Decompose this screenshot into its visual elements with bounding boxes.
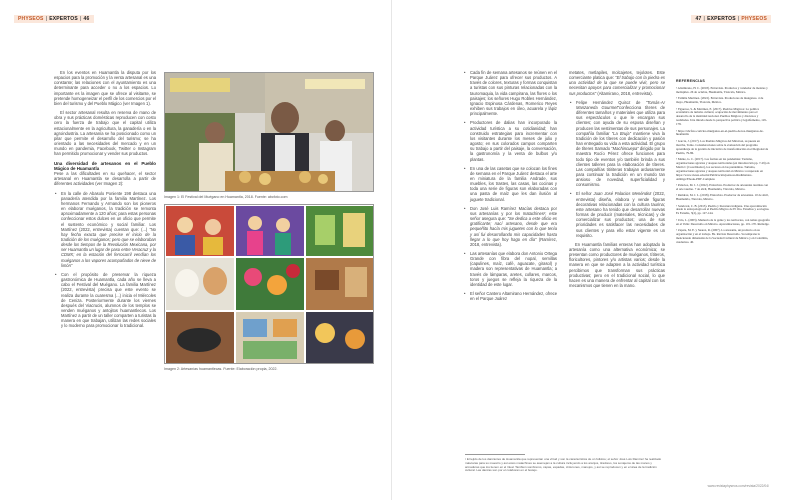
left-text-column — [54, 70, 156, 333]
footnote-divider — [465, 454, 525, 455]
header-brand: PHYSEOS — [741, 16, 767, 22]
header-section: EXPERTOS — [49, 16, 78, 22]
left-header — [14, 14, 94, 24]
image-2-caption: Imagen 2: Artesanías huamantlecas. Fuente: Elaboración propia, 2022. — [164, 367, 278, 371]
references — [676, 80, 770, 247]
header-page-number: 46 — [83, 16, 90, 22]
bullet-list — [54, 191, 156, 329]
reference-item: • Ramírez, M. J. L. (2018). Entrevista. Productor de artesanías. 10 de abril, Huamantla, Tlaxcala, México. — [676, 193, 769, 202]
list-item: • Con el propósito de preservar la riqueza gastronómica de Huamantla, cada año se lleva a cabo el Festival del Muégano. La familia Martínez (2022, entrevista) precisa que este evento se realiza durante la cuaresma (...) inicia el Miércoles de Ceniza. Posteriormente durante los viernes después del Viacrucis, alumnos de los templos se venden muéganos y antojitos huamantlecos. Los Martínez a partir de un taller comparten a turistas la manera en que trabajan, utilizan las redes sociales y lo moderno para promocionar lo tradicional. — [54, 272, 156, 329]
references-list — [676, 87, 770, 245]
list-item: • En una de las casetas que se colocan los fines de semana en el Parque Juárez destaca el arte en miniatura de la familia Andrade, sus muebles, los trastes, las casas, las cocinas y toda una serie de figuras son elaboradas con una pasta de maíz que les dan ilusión al juguete tradicional. — [463, 166, 557, 202]
header-separator: | — [703, 16, 706, 22]
page-url[interactable]: www.revistaphyseos.com/revista/2022/04/ — [707, 484, 769, 488]
header-section: EXPERTOS — [707, 16, 736, 22]
reference-item: • García, J. (2017). Los Pueblos Mágicos del Méxicon, su puesta en marcha, Tomo. Consideraciones sobre la evaluación del programa aprendizaje de la gestión de iniciativa de transformación en el Regional de Puebla, 79-86. — [676, 138, 769, 155]
crafts-collage-illustration — [165, 205, 374, 364]
right-text-column-1 — [463, 70, 557, 305]
header-separator: | — [79, 16, 82, 22]
list-item: • Don José Luis Ramírez Macías destaca por sus artesanías y por los matachines¹; este señor asegura que: “Se dedica a este oficio es gratificante; nací artesano, desde que era pequeñito hacía mis juguetes con lo que tenía y así fui desarrollando mis capacidades hasta llegar a lo que hoy hago en día” (Ramírez, 2018, entrevista). — [463, 206, 557, 247]
right-page — [393, 0, 785, 500]
festival-photo-illustration — [165, 73, 374, 192]
paragraph: En Huamantla familias enteras han adoptado la artesanía como una alternativa económica; se presentan como productores de muéganos, títiteros, floricultores, pintores y/o artistas varios; desde la manera en que se adapten a la actividad turística percibimos que transforman sus prácticas productivas; pero en el tradicional social, lo que hacen es una manera de enfrentar al capital con los mecanismos que tienen en la mano. — [569, 241, 665, 289]
paragraph: En los eventos en Huamantla la disputa por los espacios para la promoción y la venta artesanal es una constante; las relaciones con el ayuntamiento es una determinante para acceder o no a los espacios. Lo importante es la imagen que se ofrece al visitante, se pretende homogeneizar el perfil de los comercios por el bien del turismo y del Pueblo Mágico (ver Imagen 1). — [54, 70, 156, 106]
reference-item: • Palacios, M. J. J. (2022). Entrevista. Productor de artesanías taurinas con el arte taurino. 7 de abril, Huamantla, Tlaxcala, México. — [676, 182, 769, 191]
reference-item: • Altamirano, H. C. (2018). Entrevista. Productos y vendedor de metates y metlapiles. 26 de octubre, Huamantla, Tlaxcala, México. — [676, 85, 768, 94]
section-title: Una diversidad de artesanos en el Pueblo Mágico de Huamantla — [54, 160, 156, 171]
header-brand: PHYSEOS — [18, 16, 44, 22]
footnote: ¹ El tejido de los danzantes de Huamantla que representan una virtud y son la característica de un folklore; el señor José Luis Ramírez ha realizado máscaras para su maestro y así estos matachines se asemejan a la cultura incluyendo a los aranjos, tiradores, los sonajeros de las manos y armaduras que los tienen en el ritual. También sombreros, capas, espadas, cinturones, manojos, y así se reproducen y en el área de la tradición cultural. Las danzas son por el colaboran en el festejo. — [465, 457, 662, 473]
reference-item: • https://abcfoto.com/los-muéganos-en-el-pueblo-de-los-muéganos-de-huamantla — [676, 128, 764, 137]
header-separator: | — [45, 16, 48, 22]
right-text-column-2 — [569, 70, 665, 292]
list-item: • En la calle de Abasolo Poniente 198 destaca una panadería atendida por la familia Martínez. Los hermanos Fernando y Armando son los pioneros en elaborar muéganos, la tradición se remonta aproximadamente a 120 años; para estas personas confeccionar estos dulces en un oficio que permite el sustento económico y social familiar. Los Martínez (2022, entrevista) cuentan que: (...) “No hay fecha exacta que precise el inicio de la tradición de los muéganos; pero que se elaboraban desde los tiempos de la Revolución Mexicana, por ser Huamantla un lugar de paso entre Veracruz y la CDMX; en la estación del ferrocarril vendían los muéganos a los vapores acompañados de nieve de limón” — [54, 191, 156, 268]
list-item: • Productores de dalias han incorporado la actividad turística a su cotidianidad; han construido estrategias para incrementar con los visitantes durante los meses de julio y agosto; en sus colorados campos comparten su trabajo a partir del paisaje, la conversación, la gastronomía y la venta de bulbos y/o plantas. — [463, 120, 557, 161]
paragraph: El sector artesanal resulta en reserva de mano de obra y sus prácticas domésticas reproducen con costo cero la fuerza de trabajo que el capital utiliza estacionalmente en la agricultura, la ganadería o en la agroindustria. La artesanía se ha posicionado como un pilar que permite el desarrollo del turismo; se ha orientado a las necesidades del mercado y en un mundo en pandemia, Facebook, Twitter o Instagram han permitido promocionar y vender sus productos. — [54, 110, 156, 157]
reference-item: • Familia Martínez. (2022). Entrevista. Productores de muéganos. 4 de mayo, Huamantla, Tlaxcala, México. — [676, 96, 764, 105]
header-page-number: 47 — [695, 16, 702, 22]
bullet-list — [569, 100, 665, 238]
festival-photo — [164, 72, 374, 192]
right-header — [691, 14, 771, 24]
reference-item: • Zapata, M. E. y Suarez, R. (2007). La artesanía, un producto en su organización y en el trabajo. Bs. Revista Desarrollo. Su temprana la mencionado dimensión de la Sociedad Cultural de México y en Colombia, cuadernos. 40. — [676, 228, 769, 244]
crafts-collage — [164, 204, 374, 364]
reference-item: • Mante, G. C. (2017). Las formas en las pandemias: Turismo, organizaciones agrarias y ataques territoriales (en introducción pp. 7-29) en Marín C (Coordinador), los sectores en las pandemias. Turismo, organizaciones agrarias y ataques territorial en México: recuperado en https://www.ciesas.edu.mx/Publicación/pensosa-Rudimentos-Ambigo/Ebook-PDF-Completo — [676, 157, 770, 181]
list-item: • El señor Cantero Altamirano Hernández, ofrece en el Parque Juárez — [463, 291, 557, 301]
list-item: • Felipe Hernández Quiroz de “Tomás-Ar Manzaneda Gourmet”confecciona títeres de diferentes tamaños y materiales que utiliza para sus espectáculos o que le encargan sus clientes; con ayuda de su esposa diseñan y producen las vestimentas de sus personajes. La compañía familiar “La Bruja” mantiene viva la tradición de los títeres con dedicación y pasión han entregado su vida a esta actividad. El grupo de títeres Samado “Machincuepa” dirigido por la maestra Rocío Pérez ofrece funciones para todo tipo de eventos y/o también brinda a sus clientes talleres para la elaboración de títeres. Las compañías titiriteras trabajan ardusamente para continuar la tradición en un mundo tan ansioso de novedad, superficialidad y consumismo. — [569, 100, 665, 188]
image-1-caption: Imagen 1: El Festival del Muégano en Huamantla, 2018. Fuente: abcfoto.com — [164, 195, 288, 199]
paragraph: metates, metlapiles, molcajetes, tejolotes. Este comerciante platica que: “El trabajo con la piedra es una actividad de la que se puede vivir, pero se necesitan apoyos para comercializar y promocionar sus productos” (Altamirano, 2018, entrevista). — [569, 70, 665, 96]
paragraph: Pese a las dificultades en su quehacer, el sector artesanal en Huamantla se desarrolla a partir de diferentes actividades (ver Imagen 2): — [54, 171, 156, 187]
reference-item: • Sandoval, C. B. (2013). Pueblo y literatura indígena. Una aproximación desde la antropología en el Pueblo Mágico de El Oro. Estudios y ecologías. Es Estudio, 3(2), pp. 127-144. — [676, 203, 770, 216]
reference-item: • Uria, L. (2003). Memoria de la gente y los territorios, con temas geografía en el Valle: Desarrollo en México. Aproximaciones, pp. 101-170. Rutledge. — [676, 217, 770, 226]
bullet-list — [463, 70, 557, 301]
list-item: • Cada fin de semana artesanos se reúnen en el Parque Juárez para ofrecer sus productos. A través de colores, texturas y formas conquistan a turistas con sus pinturas relacionadas con la tauromaquia, la vida campirana, las flores o los paisajes; los señores Hugo Robles Hernández, Ignacio Espinosa Cárdenas, Romerico Reyes exhiben sus trabajos en óleo, acuarela y lápiz principalmente. — [463, 70, 557, 116]
list-item: • Las artesanías que elabora don Antonio Ortega Grande con fibra del nopal, semillas (capulines, maíz, café, aguacate, girasol) y madera son representativas de Huamantla; a través de lámparas, aretes, collares, marcos, toros y juegos se refleja la riqueza de la identidad de este lugar. — [463, 251, 557, 287]
list-item: • El señor Juan José Palacios Menéndez (2022, entrevista) diseña, elabora y vende figuras decorativas relacionadas con la cultura taurina; este artesano ha tenido que desarrollar nuevas formas de producir (materiales, técnicas) y de comercializar sus productos; una de sus prioridades es satisfacer las necesidades de sus clientes y para ello estar vigente es un requisito. — [569, 191, 665, 237]
header-separator: | — [737, 16, 740, 22]
reference-item: • Figueroa, S. & Martínez, E. (2017). Pueblos Mágicos: La política económica de turismo cultural, ocupación de movimientos para el desarrollo de la identidad nacional. Pueblos Mágicos y discursos y realidades. Una mirada desde la perspectiva política y legalfomento, 145-178. — [676, 106, 767, 127]
references-title: REFERENCIAS — [676, 79, 706, 83]
left-page — [0, 0, 392, 500]
